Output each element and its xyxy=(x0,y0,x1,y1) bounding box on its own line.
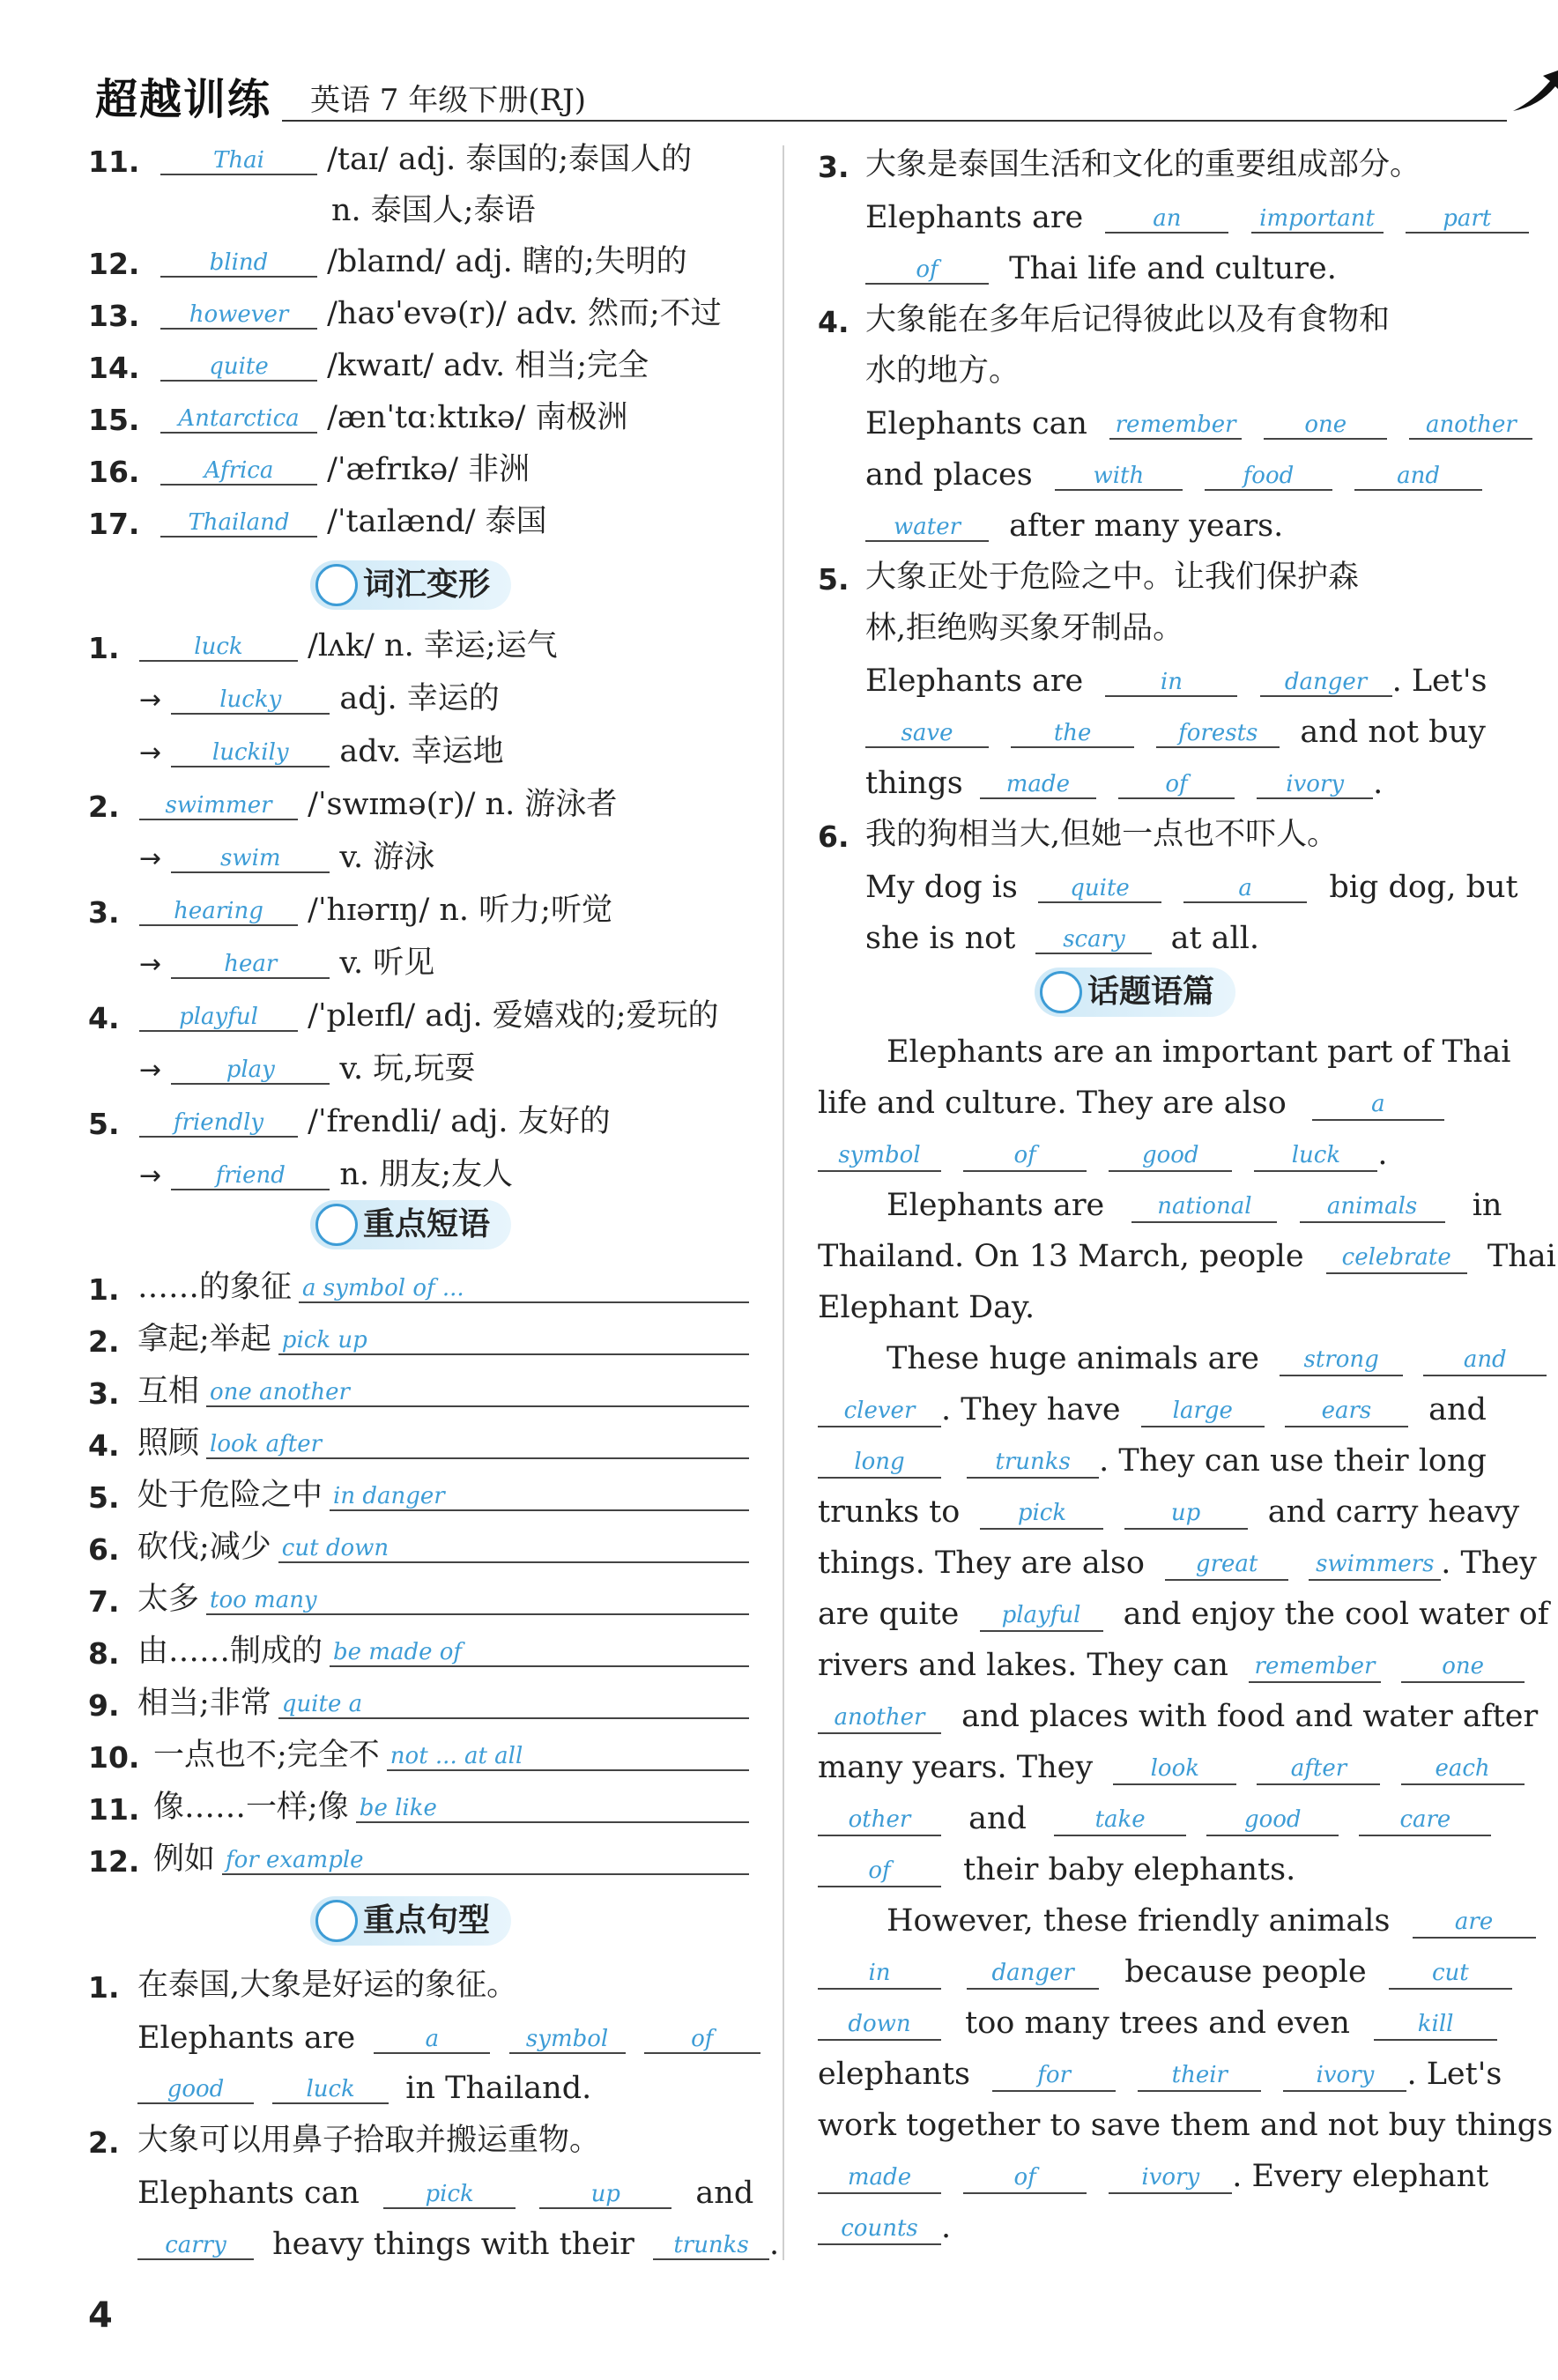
sentence-english: things made of ivory . xyxy=(865,766,1384,801)
answer-blank: luck xyxy=(139,632,298,662)
sentence-english: Elephants are in danger . Let's xyxy=(865,664,1488,699)
sentence-english: Elephants can remember one another xyxy=(865,409,1532,440)
phrase-item xyxy=(137,1688,749,1719)
answer-blank: of xyxy=(644,2024,760,2054)
answer-blank: Africa xyxy=(160,456,317,486)
passage-line: made of ivory . Every elephant xyxy=(818,2159,1488,2194)
phrase-chinese: 像……一样;像 xyxy=(153,1790,349,1825)
item-number: 3. xyxy=(88,895,120,930)
answer-blank: playful xyxy=(980,1602,1103,1632)
phrase-chinese: 太多 xyxy=(137,1582,200,1617)
answer-blank: pick up xyxy=(278,1325,749,1355)
answer-blank: Antarctica xyxy=(160,404,317,434)
phrase-chinese: 处于危险之中 xyxy=(137,1478,323,1513)
answer-blank: made xyxy=(980,769,1096,799)
word-form-sub: → swim v. 游泳 xyxy=(139,840,435,875)
passage-line: many years. They look after each xyxy=(818,1750,1525,1785)
item-number: 4. xyxy=(88,1001,120,1035)
section-heading-phrases: 重点短语 xyxy=(310,1200,511,1249)
answer-blank: ivory xyxy=(1283,2062,1406,2092)
series-brand: 超越训练 xyxy=(95,75,272,124)
answer-blank: trunks xyxy=(653,2230,769,2260)
word-form-sub: → hear v. 听见 xyxy=(139,945,435,981)
item-number: 15. xyxy=(88,403,140,437)
item-number: 6. xyxy=(818,819,849,854)
vocab-item: Africa /ˈæfrɪkə/ 非洲 xyxy=(160,455,530,486)
item-number: 2. xyxy=(88,1324,120,1359)
answer-blank: carry xyxy=(137,2230,254,2260)
phrase-item xyxy=(137,1428,749,1459)
answer-blank: be made of xyxy=(330,1637,749,1667)
item-number: 10. xyxy=(88,1740,140,1775)
phrase-chinese: 例如 xyxy=(153,1842,216,1877)
sentence-english: water after many years. xyxy=(865,511,1283,542)
page-header xyxy=(95,62,1470,132)
item-number: 3. xyxy=(88,1376,120,1411)
item-number: 3. xyxy=(818,150,849,184)
passage-line: long trunks . They can use their long xyxy=(818,1443,1487,1479)
vocab-item: Thailand /ˈtaɪlænd/ 泰国 xyxy=(160,507,547,538)
item-number: 7. xyxy=(88,1584,120,1619)
answer-blank: long xyxy=(818,1449,941,1479)
answer-blank: down xyxy=(818,2011,941,2041)
answer-blank: cut xyxy=(1389,1960,1512,1990)
answer-blank: their xyxy=(1138,2062,1261,2092)
answer-blank: remember xyxy=(1109,410,1242,440)
passage-line: in danger because people cut xyxy=(818,1954,1512,1990)
answer-blank: and xyxy=(1423,1346,1547,1376)
pen-icon xyxy=(315,1204,358,1246)
word-form-item: luck /lʌk/ n. 幸运;运气 xyxy=(139,631,558,662)
answer-blank: a xyxy=(1312,1091,1444,1121)
answer-blank: hearing xyxy=(139,896,298,926)
sentence-english: Elephants are an important part xyxy=(865,203,1529,234)
item-number: 6. xyxy=(88,1532,120,1567)
answer-blank: made xyxy=(818,2164,941,2194)
answer-blank: forests xyxy=(1156,718,1280,748)
answer-blank: hear xyxy=(171,949,330,979)
answer-blank: kill xyxy=(1374,2011,1497,2041)
answer-blank: ivory xyxy=(1257,769,1373,799)
answer-blank: each xyxy=(1401,1755,1525,1785)
answer-blank: large xyxy=(1141,1398,1265,1427)
passage-line: life and culture. They are also a xyxy=(818,1086,1444,1121)
sentence-chinese: 大象是泰国生活和文化的重要组成部分。 xyxy=(865,147,1421,182)
answer-blank: and xyxy=(1354,461,1482,491)
word-form-sub: → luckily adv. 幸运地 xyxy=(139,734,504,769)
answer-blank: other xyxy=(818,1806,941,1836)
item-number: 1. xyxy=(88,1272,120,1307)
answer-blank: after xyxy=(1257,1755,1380,1785)
vocab-item: blind /blaɪnd/ adj. 瞎的;失明的 xyxy=(160,247,687,278)
item-number: 4. xyxy=(88,1428,120,1463)
item-number: 13. xyxy=(88,299,140,333)
answer-blank: up xyxy=(1124,1500,1248,1530)
answer-blank: ivory xyxy=(1109,2164,1232,2194)
sentence-english: save the forests and not buy xyxy=(865,717,1486,748)
answer-blank: swimmers xyxy=(1309,1551,1441,1581)
sentence-english: and places with food and xyxy=(865,460,1482,491)
item-number: 9. xyxy=(88,1688,120,1723)
answer-blank: symbol xyxy=(509,2024,626,2054)
item-number: 12. xyxy=(88,1844,140,1879)
answer-blank: however xyxy=(160,300,317,330)
passage-line: work together to save them and not buy things xyxy=(818,2108,1554,2143)
answer-blank: luck xyxy=(1254,1142,1377,1172)
answer-blank: an xyxy=(1105,204,1228,234)
passage-line: clever . They have large ears and xyxy=(818,1392,1487,1427)
item-number: 5. xyxy=(88,1107,120,1141)
phrase-chinese: ……的象征 xyxy=(137,1270,293,1305)
answer-blank: play xyxy=(171,1055,330,1085)
answer-blank: danger xyxy=(1260,667,1392,697)
passage-line: However, these friendly animals are xyxy=(887,1903,1536,1939)
answer-blank: swim xyxy=(171,843,330,873)
word-form-item: friendly /ˈfrendli/ adj. 友好的 xyxy=(139,1107,611,1138)
passage-line: These huge animals are strong and xyxy=(887,1341,1547,1376)
sentence-chinese: 水的地方。 xyxy=(865,353,1020,389)
pen-icon xyxy=(1040,971,1082,1013)
item-number: 5. xyxy=(818,562,849,597)
answer-blank: Thai xyxy=(160,145,317,175)
answer-blank: celebrate xyxy=(1326,1244,1467,1274)
sentence-chinese: 林,拒绝购买象牙制品。 xyxy=(865,611,1184,646)
passage-line: Elephants are an important part of Thai xyxy=(887,1034,1511,1070)
word-form-sub: → lucky adj. 幸运的 xyxy=(139,681,500,716)
phrase-chinese: 由……制成的 xyxy=(137,1634,323,1669)
phrase-item xyxy=(137,1532,749,1563)
answer-blank: quite xyxy=(160,352,317,382)
swoosh-arrow-icon xyxy=(1510,62,1558,115)
answer-blank: luck xyxy=(272,2074,389,2104)
item-number: 2. xyxy=(88,2125,120,2160)
answer-blank: in xyxy=(1105,667,1237,697)
item-number: 2. xyxy=(88,790,120,824)
answer-blank: scary xyxy=(1035,924,1152,954)
phrase-chinese: 照顾 xyxy=(137,1426,200,1461)
answer-blank: for example xyxy=(222,1845,749,1875)
answer-blank: cut down xyxy=(278,1533,749,1563)
answer-blank: look xyxy=(1113,1755,1236,1785)
right-arrow-icon: → xyxy=(139,843,162,874)
passage-line: trunks to pick up and carry heavy xyxy=(818,1494,1520,1530)
phrase-item xyxy=(153,1792,749,1823)
answer-blank: quite a xyxy=(278,1689,749,1719)
answer-blank: in danger xyxy=(330,1481,749,1511)
item-number: 11. xyxy=(88,1792,140,1827)
answer-blank: trunks xyxy=(967,1449,1099,1479)
answer-blank: clever xyxy=(818,1398,941,1427)
answer-blank: one xyxy=(1264,410,1387,440)
answer-blank: up xyxy=(539,2179,671,2209)
sentence-english: My dog is quite a big dog, but xyxy=(865,870,1518,905)
answer-blank: be like xyxy=(356,1793,749,1823)
answer-blank: with xyxy=(1055,461,1183,491)
answer-blank: of xyxy=(963,2164,1087,2194)
passage-line: another and places with food and water after xyxy=(818,1699,1538,1734)
sentence-english: Elephants can pick up and xyxy=(137,2176,754,2211)
answer-blank: good xyxy=(137,2074,254,2104)
sentence-english: Elephants are a symbol of xyxy=(137,2023,760,2054)
item-number: 12. xyxy=(88,247,140,281)
passage-line: down too many trees and even kill xyxy=(818,2006,1497,2041)
answer-blank: remember xyxy=(1249,1653,1381,1683)
answer-blank: water xyxy=(865,512,989,542)
passage-line: other and take good care xyxy=(818,1801,1491,1836)
sentence-chinese: 在泰国,大象是好运的象征。 xyxy=(137,1968,518,2003)
answer-blank: another xyxy=(1409,410,1532,440)
passage-line: symbol of good luck . xyxy=(818,1137,1388,1172)
item-number: 5. xyxy=(88,1480,120,1515)
section-heading-word-forms: 词汇变形 xyxy=(310,560,511,610)
passage-line: Thailand. On 13 March, people celebrate Thai xyxy=(818,1239,1556,1274)
answer-blank: swimmer xyxy=(139,790,298,820)
answer-blank: of xyxy=(818,1857,941,1887)
item-number: 16. xyxy=(88,455,140,489)
answer-blank: symbol xyxy=(818,1142,941,1172)
column-divider xyxy=(783,145,784,2260)
word-form-item: swimmer /ˈswɪmə(r)/ n. 游泳者 xyxy=(139,790,617,820)
pen-icon xyxy=(315,564,358,606)
answer-blank: of xyxy=(1118,769,1235,799)
answer-blank: pick xyxy=(383,2179,516,2209)
answer-blank: important xyxy=(1251,204,1384,234)
vocab-def-line: n. 泰国人;泰语 xyxy=(331,193,536,228)
word-form-sub: → play v. 玩,玩耍 xyxy=(139,1051,476,1086)
vocab-item: Thai /taɪ/ adj. 泰国的;泰国人的 xyxy=(160,145,692,175)
answer-blank: good xyxy=(1109,1142,1232,1172)
phrase-item xyxy=(137,1376,749,1407)
answer-blank: one another xyxy=(206,1377,749,1407)
phrase-item xyxy=(153,1740,749,1771)
right-arrow-icon: → xyxy=(139,1160,162,1191)
answer-blank: animals xyxy=(1300,1193,1445,1223)
passage-line: rivers and lakes. They can remember one xyxy=(818,1648,1525,1683)
sentence-english: good luck in Thailand. xyxy=(137,2073,591,2104)
answer-blank: take xyxy=(1054,1806,1186,1836)
answer-blank: one xyxy=(1401,1653,1525,1683)
answer-blank: another xyxy=(818,1704,941,1734)
section-heading-sentences: 重点句型 xyxy=(310,1896,511,1946)
answer-blank: danger xyxy=(967,1960,1099,1990)
item-number: 11. xyxy=(88,145,140,179)
answer-blank: look after xyxy=(206,1429,749,1459)
passage-line: elephants for their ivory . Let's xyxy=(818,2057,1502,2092)
answer-blank: are xyxy=(1413,1909,1536,1939)
sentence-chinese: 大象正处于危险之中。让我们保护森 xyxy=(865,560,1360,595)
item-number: 1. xyxy=(88,1970,120,2005)
passage-line: Elephants are national animals in xyxy=(887,1188,1502,1223)
phrase-chinese: 一点也不;完全不 xyxy=(153,1738,380,1773)
passage-line: are quite playful and enjoy the cool water of xyxy=(818,1597,1549,1632)
section-heading-topic: 话题语篇 xyxy=(1035,968,1235,1017)
answer-blank: playful xyxy=(139,1002,298,1032)
answer-blank: Thailand xyxy=(160,508,317,538)
answer-blank: food xyxy=(1205,461,1332,491)
answer-blank: friend xyxy=(171,1160,330,1190)
phrase-chinese: 相当;非常 xyxy=(137,1686,271,1721)
answer-blank: friendly xyxy=(139,1108,298,1138)
answer-blank: pick xyxy=(980,1500,1103,1530)
answer-blank: strong xyxy=(1280,1346,1403,1376)
answer-blank: the xyxy=(1011,718,1134,748)
phrase-item xyxy=(153,1844,749,1875)
answer-blank: ears xyxy=(1285,1398,1408,1427)
vocab-item: however /haʊˈevə(r)/ adv. 然而;不过 xyxy=(160,299,722,330)
item-number: 14. xyxy=(88,351,140,385)
phrase-chinese: 拿起;举起 xyxy=(137,1322,271,1357)
passage-line: things. They are also great swimmers . They xyxy=(818,1546,1537,1581)
pen-icon xyxy=(315,1900,358,1942)
passage-line: Elephant Day. xyxy=(818,1290,1035,1325)
vocab-item: Antarctica /ænˈtɑːktɪkə/ 南极洲 xyxy=(160,403,628,434)
phrase-chinese: 互相 xyxy=(137,1374,200,1409)
answer-blank: quite xyxy=(1038,873,1161,903)
book-title: 英语 7 年级下册(RJ) xyxy=(310,83,587,118)
answer-blank: counts xyxy=(818,2215,941,2245)
answer-blank: a xyxy=(1183,873,1307,903)
right-arrow-icon: → xyxy=(139,1055,162,1086)
phrase-item xyxy=(137,1272,749,1303)
passage-line: counts . xyxy=(818,2210,951,2245)
phrase-item xyxy=(137,1480,749,1511)
answer-blank: save xyxy=(865,718,989,748)
answer-blank: a symbol of ... xyxy=(299,1273,749,1303)
sentence-english: she is not scary at all. xyxy=(865,921,1260,956)
answer-blank: of xyxy=(963,1142,1087,1172)
right-arrow-icon: → xyxy=(139,738,162,768)
answer-blank: too many xyxy=(206,1585,749,1615)
answer-blank: care xyxy=(1359,1806,1491,1836)
answer-blank: lucky xyxy=(171,685,330,715)
sentence-chinese: 大象能在多年后记得彼此以及有食物和 xyxy=(865,302,1391,337)
phrase-item xyxy=(137,1584,749,1615)
header-rule xyxy=(282,120,1507,122)
answer-blank: not ... at all xyxy=(387,1741,749,1771)
answer-blank: in xyxy=(818,1960,941,1990)
phrase-chinese: 砍伐;减少 xyxy=(137,1530,271,1565)
item-number: 8. xyxy=(88,1636,120,1671)
word-form-sub: → friend n. 朋友;友人 xyxy=(139,1157,514,1192)
answer-blank: a xyxy=(374,2024,490,2054)
word-form-item: hearing /ˈhɪərɪŋ/ n. 听力;听觉 xyxy=(139,895,612,926)
right-arrow-icon: → xyxy=(139,949,162,980)
answer-blank: great xyxy=(1165,1551,1288,1581)
answer-blank: luckily xyxy=(171,738,330,767)
sentence-chinese: 大象可以用鼻子拾取并搬运重物。 xyxy=(137,2123,601,2158)
sentence-english: carry heavy things with their trunks . xyxy=(137,2229,779,2260)
page-number: 4 xyxy=(88,2295,113,2336)
answer-blank: good xyxy=(1206,1806,1339,1836)
sentence-chinese: 我的狗相当大,但她一点也不吓人。 xyxy=(865,817,1339,852)
item-number: 17. xyxy=(88,507,140,541)
phrase-item xyxy=(137,1324,749,1355)
phrase-item xyxy=(137,1636,749,1667)
item-number: 1. xyxy=(88,631,120,665)
answer-blank: of xyxy=(865,255,989,285)
right-arrow-icon: → xyxy=(139,685,162,715)
sentence-english: of Thai life and culture. xyxy=(865,254,1337,285)
answer-blank: part xyxy=(1406,204,1529,234)
word-form-item: playful /ˈpleɪfl/ adj. 爱嬉戏的;爱玩的 xyxy=(139,1001,719,1032)
answer-blank: national xyxy=(1131,1193,1277,1223)
vocab-item: quite /kwaɪt/ adv. 相当;完全 xyxy=(160,351,649,382)
answer-blank: blind xyxy=(160,248,317,278)
item-number: 4. xyxy=(818,305,849,339)
passage-line: of their baby elephants. xyxy=(818,1852,1295,1887)
answer-blank: for xyxy=(992,2062,1116,2092)
